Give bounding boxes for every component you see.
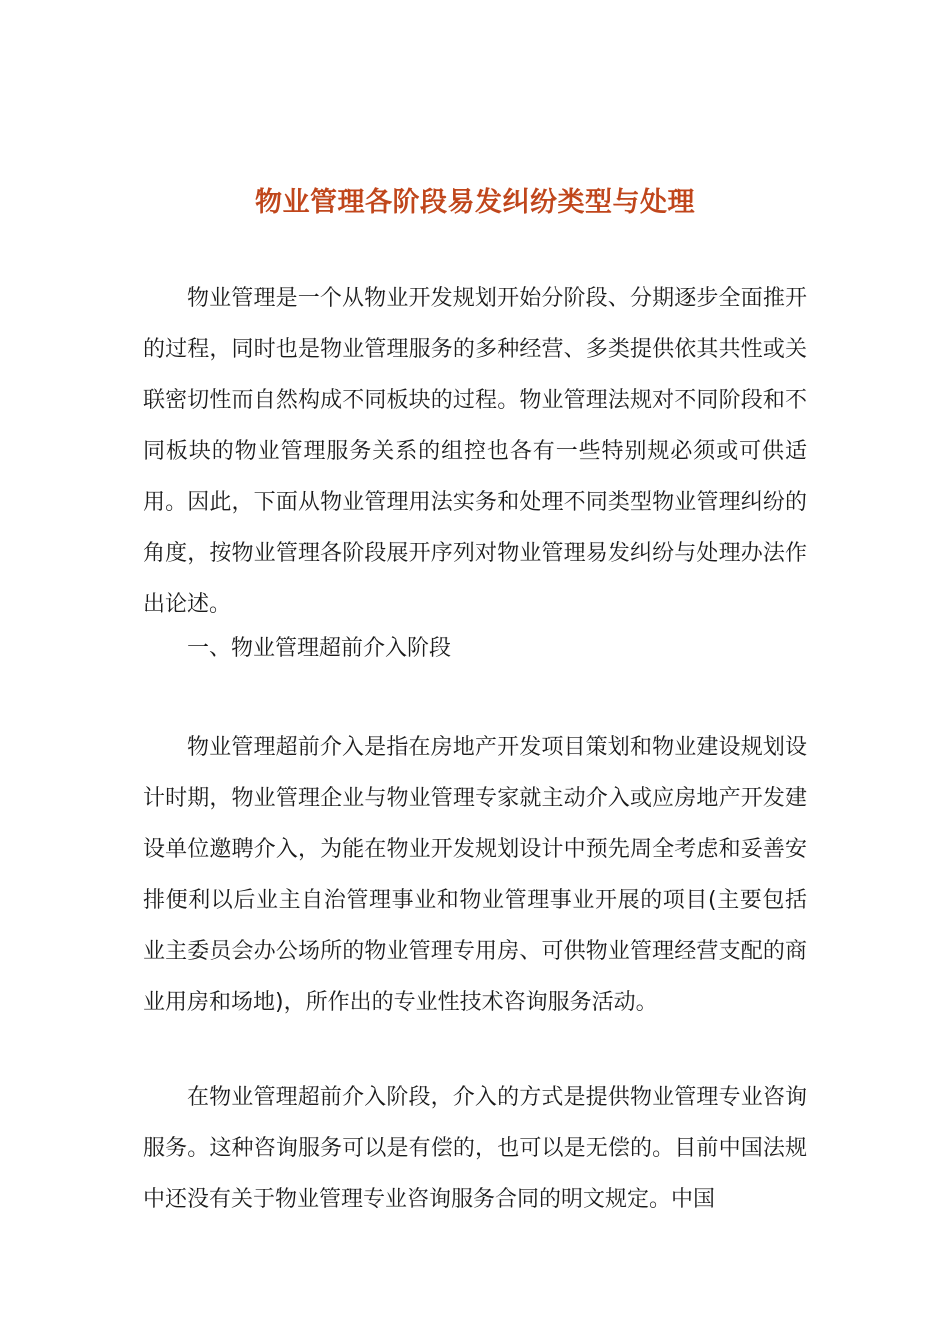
paragraph-consulting: 在物业管理超前介入阶段，介入的方式是提供物业管理专业咨询服务。这种咨询服务可以是有偿的，也可以是无偿的。目前中国法规中还没有关于物业管理专业咨询服务合同的明文规定。中国 [143,1085,807,1212]
section-heading-1: 一、物业管理超前介入阶段 [187,636,452,661]
paragraph-intro: 物业管理是一个从物业开发规划开始分阶段、分期逐步全面推开的过程，同时也是物业管理服务的多种经营、多类提供依其共性或关联密切性而自然构成不同板块的过程。物业管理法规对不同阶段和不同板块的物业管理服务关系的组控也各有一些特别规必须或可供适用。因此，下面从物业管理用法实务和处理不同类型物业管理纠纷的角度，按物业管理各阶段展开序列对物业管理易发纠纷与处理办法作出论述。 [143,286,807,617]
document-title: 物业管理各阶段易发纠纷类型与处理 [255,187,695,218]
paragraph-definition: 物业管理超前介入是指在房地产开发项目策划和物业建设规划设计时期，物业管理企业与物业管理专家就主动介入或应房地产开发建设单位邀聘介入，为能在物业开发规划设计中预先周全考虑和妥善安排便利以后业主自治管理事业和物业管理事业开展的项目(主要包括 业主委员会办公场所的物业管理专用房、可供物业管理经营支配的商业用房和场地)，所作出的专业性技术咨询服务活动。 [143,735,807,1015]
